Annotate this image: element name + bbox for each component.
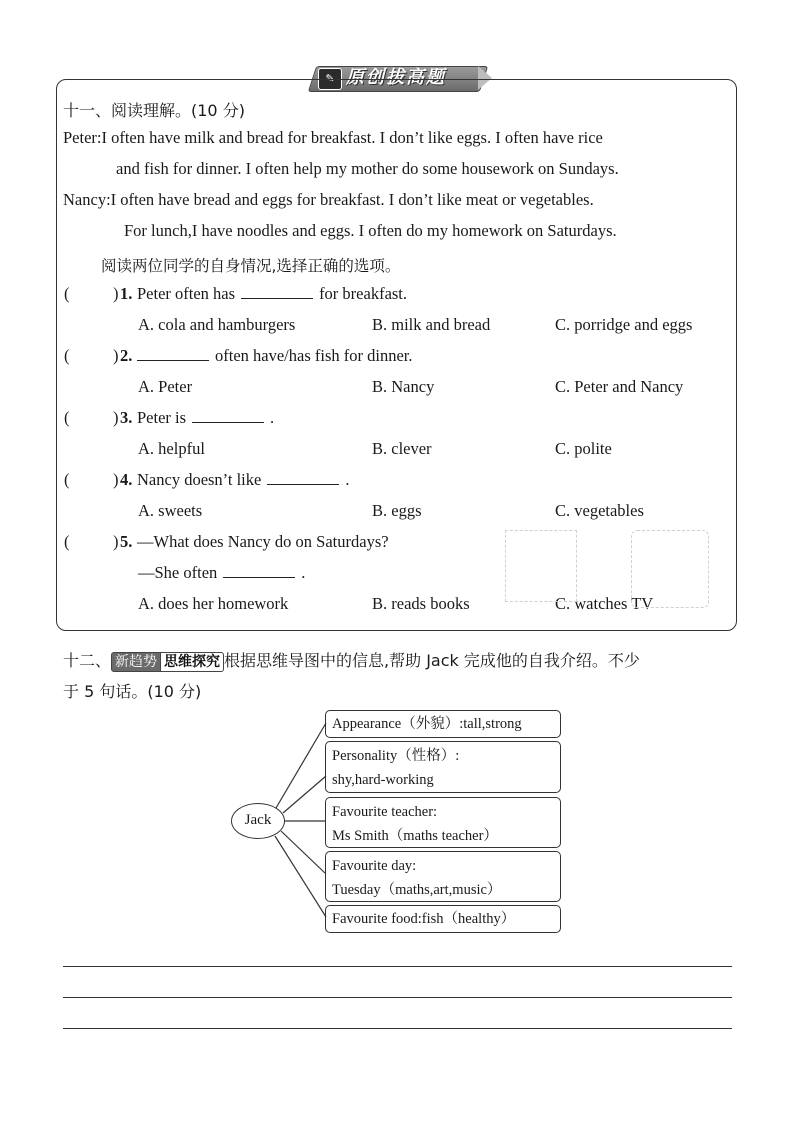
mindmap-node-personality <box>325 741 561 793</box>
question-text-after: often have/has fish for dinner. <box>215 346 413 365</box>
banner-title: 原创拔高题 <box>346 67 446 88</box>
answer-blank[interactable] <box>241 284 313 299</box>
answer-blank[interactable] <box>267 470 339 485</box>
question-text-after: for breakfast. <box>319 284 408 303</box>
answer-paren-open[interactable]: ( <box>64 284 70 303</box>
writing-line[interactable] <box>63 966 732 967</box>
option-a: A. does her homework <box>138 594 289 613</box>
question-text <box>137 408 274 428</box>
section12-prefix: 十二、 <box>63 651 112 670</box>
answer-paren-close: ) <box>113 346 119 365</box>
answer-paren-open[interactable]: ( <box>64 346 70 365</box>
option-c: C. vegetables <box>555 501 644 520</box>
new-trend-tag: 新趋势 <box>111 652 161 672</box>
passage-nancy-line1: Nancy:I often have bread and eggs for breakfast. I don’t like meat or vegetables. <box>63 190 594 209</box>
node-line: Favourite food:fish（healthy） <box>332 911 516 927</box>
passage-nancy-line2: For lunch,I have noodles and eggs. I often do my homework on Saturdays. <box>124 221 617 240</box>
connector-line <box>276 723 326 808</box>
mindmap-node-favourite-day <box>325 851 561 902</box>
answer-paren-close: ) <box>113 408 119 427</box>
answer-blank[interactable] <box>192 408 264 423</box>
answer-blank[interactable] <box>223 563 295 578</box>
section12-instruction-line2: 于 5 句话。(10 分) <box>63 682 202 701</box>
option-a: A. cola and hamburgers <box>138 315 296 334</box>
node-line: Tuesday（maths,art,music） <box>332 882 502 898</box>
question-text-after: . <box>345 470 350 489</box>
question-text-before: Peter is <box>137 408 187 427</box>
question-text-line2 <box>138 563 305 583</box>
option-b: B. milk and bread <box>372 315 491 334</box>
book-logo-icon: ✎ <box>318 68 342 90</box>
question-text <box>137 284 407 304</box>
node-line: Favourite teacher: <box>332 804 438 820</box>
connector-line <box>281 831 326 874</box>
passage-peter-line2: and fish for dinner. I often help my mother do some housework on Sundays. <box>116 159 619 178</box>
section12-heading <box>63 648 640 672</box>
thinking-tag: 思维探究 <box>161 652 224 672</box>
option-a: A. sweets <box>138 501 203 520</box>
option-c: C. polite <box>555 439 612 458</box>
writing-line[interactable] <box>63 1028 732 1029</box>
answer-paren-open[interactable]: ( <box>64 408 70 427</box>
option-c: C. Peter and Nancy <box>555 377 684 396</box>
option-a: A. helpful <box>138 439 205 458</box>
option-c: C. watches TV <box>555 594 654 613</box>
mindmap-center-jack: Jack <box>231 803 285 839</box>
option-b: B. Nancy <box>372 377 435 396</box>
option-b: B. reads books <box>372 594 470 613</box>
question-number: 5. <box>120 532 133 551</box>
node-line: Appearance（外貌）:tall,strong <box>332 716 522 732</box>
node-line: Personality（性格）: <box>332 748 460 764</box>
question-text <box>137 346 412 366</box>
answer-paren-open[interactable]: ( <box>64 470 70 489</box>
connector-line <box>283 776 326 813</box>
mindmap-node-appearance <box>325 710 561 738</box>
section11-heading: 十一、阅读理解。(10 分) <box>63 101 245 120</box>
question-number: 4. <box>120 470 133 489</box>
section12-instruction-line1: 根据思维导图中的信息,帮助 Jack 完成他的自我介绍。不少 <box>224 651 640 670</box>
answer-paren-close: ) <box>113 532 119 551</box>
answer-paren-open[interactable]: ( <box>64 532 70 551</box>
option-c: C. porridge and eggs <box>555 315 693 334</box>
writing-line[interactable] <box>63 997 732 998</box>
node-line: Ms Smith（maths teacher） <box>332 828 498 844</box>
option-b: B. clever <box>372 439 432 458</box>
question-text-before: Nancy doesn’t like <box>137 470 262 489</box>
connector-line <box>275 836 326 917</box>
answer-paren-close: ) <box>113 470 119 489</box>
option-b: B. eggs <box>372 501 422 520</box>
passage-peter-line1: Peter:I often have milk and bread for breakfast. I don’t like eggs. I often have rice <box>63 128 603 147</box>
bleed-through-mark <box>631 530 709 608</box>
question-text-before: Peter often has <box>137 284 236 303</box>
question-text-before: —She often <box>138 563 218 582</box>
option-a: A. Peter <box>138 377 193 396</box>
mindmap-node-favourite-food <box>325 905 561 933</box>
answer-blank[interactable] <box>137 346 209 361</box>
question-number: 2. <box>120 346 133 365</box>
node-line: shy,hard-working <box>332 772 434 788</box>
mindmap-node-favourite-teacher <box>325 797 561 848</box>
question-number: 3. <box>120 408 133 427</box>
section11-instruction: 阅读两位同学的自身情况,选择正确的选项。 <box>101 257 401 275</box>
bleed-through-mark <box>505 530 577 602</box>
question-text: —What does Nancy do on Saturdays? <box>137 532 389 551</box>
node-line: Favourite day: <box>332 858 417 874</box>
question-text-after: . <box>301 563 306 582</box>
answer-paren-close: ) <box>113 284 119 303</box>
question-text-after: . <box>270 408 275 427</box>
question-number: 1. <box>120 284 133 303</box>
question-text <box>137 470 349 490</box>
